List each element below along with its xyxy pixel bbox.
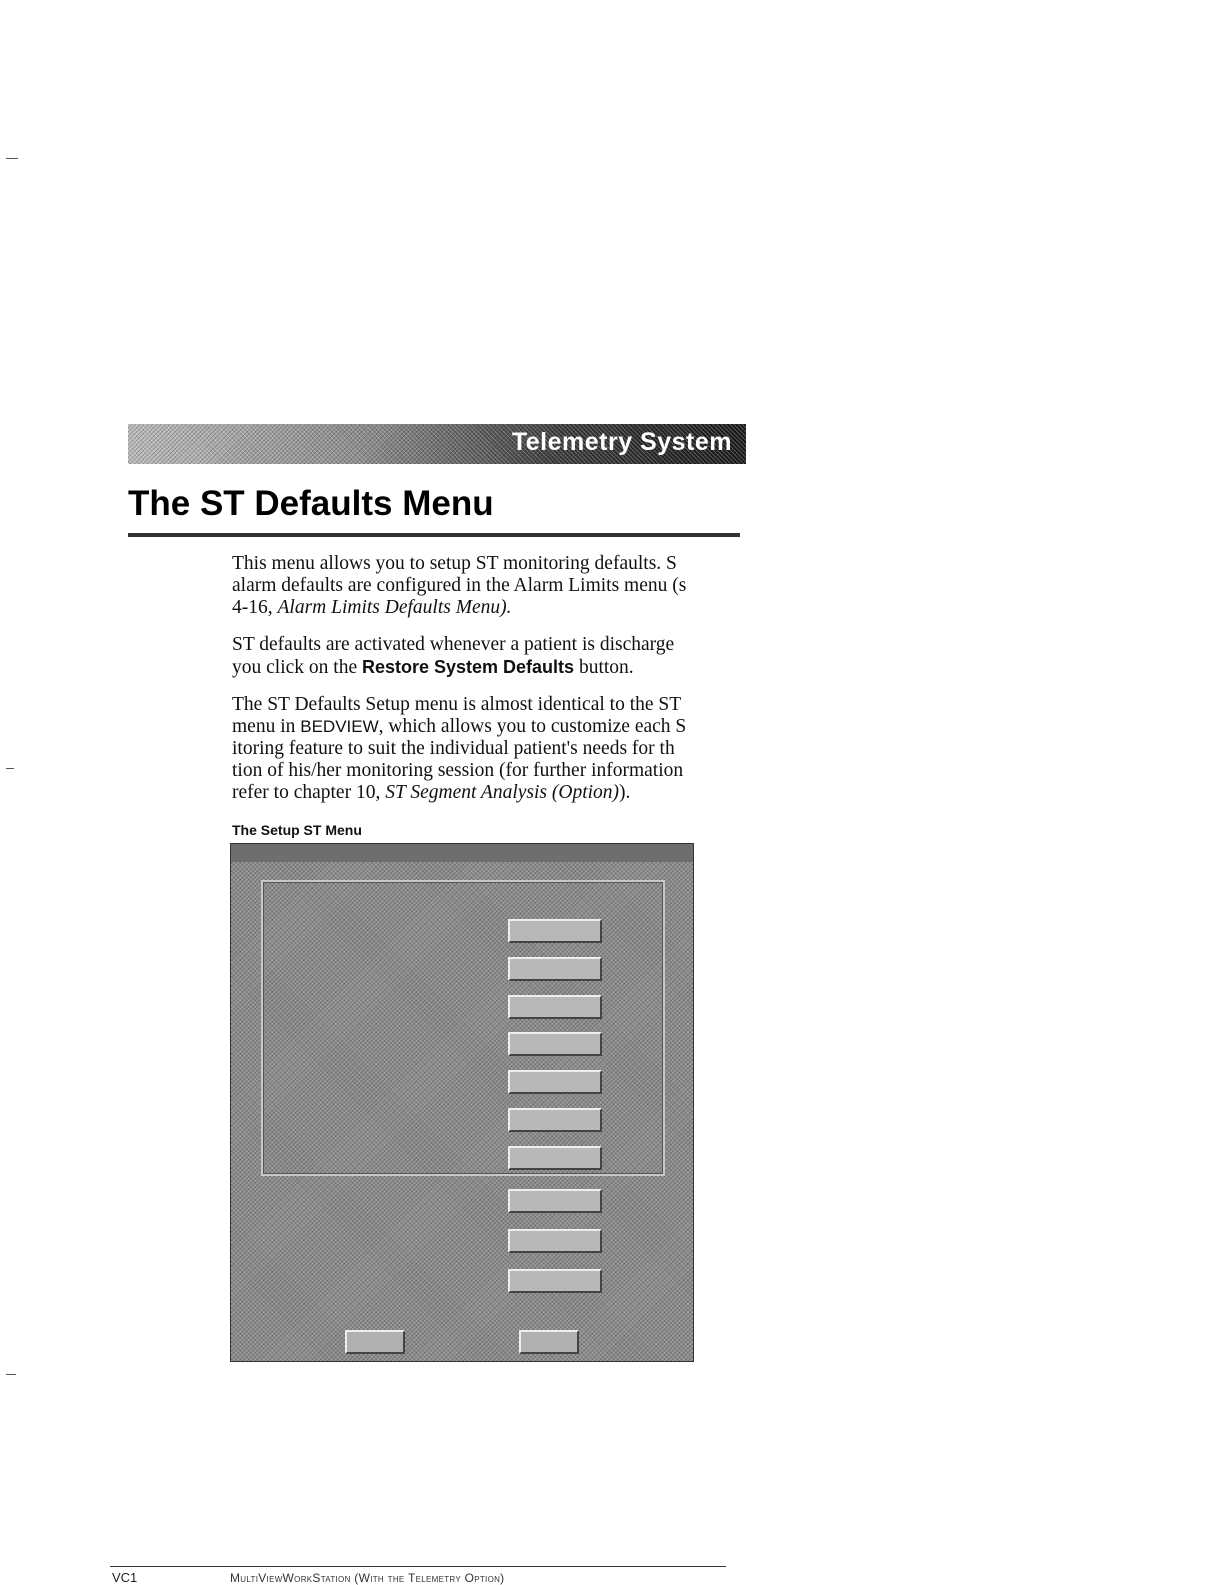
text-line — [232, 716, 742, 738]
figure-field — [508, 1032, 602, 1056]
figure-field — [508, 1108, 602, 1132]
cross-reference: ST Segment Analysis (Option) — [385, 782, 620, 803]
figure-title-strip — [231, 844, 693, 862]
text-span: you click on the — [232, 657, 362, 678]
paragraph-activation — [232, 634, 742, 678]
product-name: BEDVIEW — [300, 717, 379, 736]
text-line: alarm defaults are configured in the Alarm Limits menu (s — [232, 575, 687, 596]
paragraph-description — [232, 694, 742, 804]
figure-field — [508, 957, 602, 981]
title-rule — [128, 533, 740, 537]
figure-button — [519, 1330, 579, 1354]
text-span: 4-16, — [232, 597, 278, 618]
text-span: , which allows you to customize each S — [378, 716, 687, 737]
margin-mark — [6, 768, 14, 769]
figure-field — [508, 1229, 602, 1253]
cross-reference: Alarm Limits Defaults Menu). — [277, 597, 512, 618]
figure-field — [508, 1146, 602, 1170]
figure-field — [508, 919, 602, 943]
button-name-reference: Restore System Defaults — [361, 657, 575, 677]
text-span: refer to chapter 10, — [232, 782, 386, 803]
figure-field — [508, 1189, 602, 1213]
footer-page-label: VC1 — [112, 1570, 138, 1585]
text-line: This menu allows you to setup ST monitoring defaults. S — [232, 553, 677, 574]
text-line: tion of his/her monitoring session (for further information — [232, 760, 684, 781]
figure-settings-group — [261, 880, 665, 1176]
text-span: menu in — [232, 716, 301, 737]
text-line: The ST Defaults Setup menu is almost identical to the ST — [232, 694, 682, 715]
text-span: button. — [574, 657, 634, 678]
text-line — [232, 597, 742, 619]
chapter-header-band — [128, 424, 746, 464]
text-line — [232, 656, 742, 678]
text-line: itoring feature to suit the individual patient's needs for th — [232, 738, 675, 759]
footer-rule — [110, 1566, 726, 1567]
footer-running-title: MultiViewWorkStation (With the Telemetry Option) — [230, 1571, 505, 1585]
text-span: ). — [619, 782, 631, 803]
figure-button — [345, 1330, 405, 1354]
page-title: The ST Defaults Menu — [128, 484, 494, 523]
figure-field — [508, 995, 602, 1019]
margin-mark — [6, 158, 18, 159]
figure-field — [508, 1269, 602, 1293]
margin-mark — [6, 1374, 16, 1375]
text-line: ST defaults are activated whenever a patient is discharge — [232, 634, 675, 655]
text-line — [232, 782, 742, 804]
figure-field — [508, 1070, 602, 1094]
chapter-header-label: Telemetry System — [511, 428, 732, 456]
figure-caption: The Setup ST Menu — [232, 822, 362, 838]
paragraph-intro — [232, 553, 742, 619]
setup-st-menu-screenshot — [230, 843, 694, 1362]
